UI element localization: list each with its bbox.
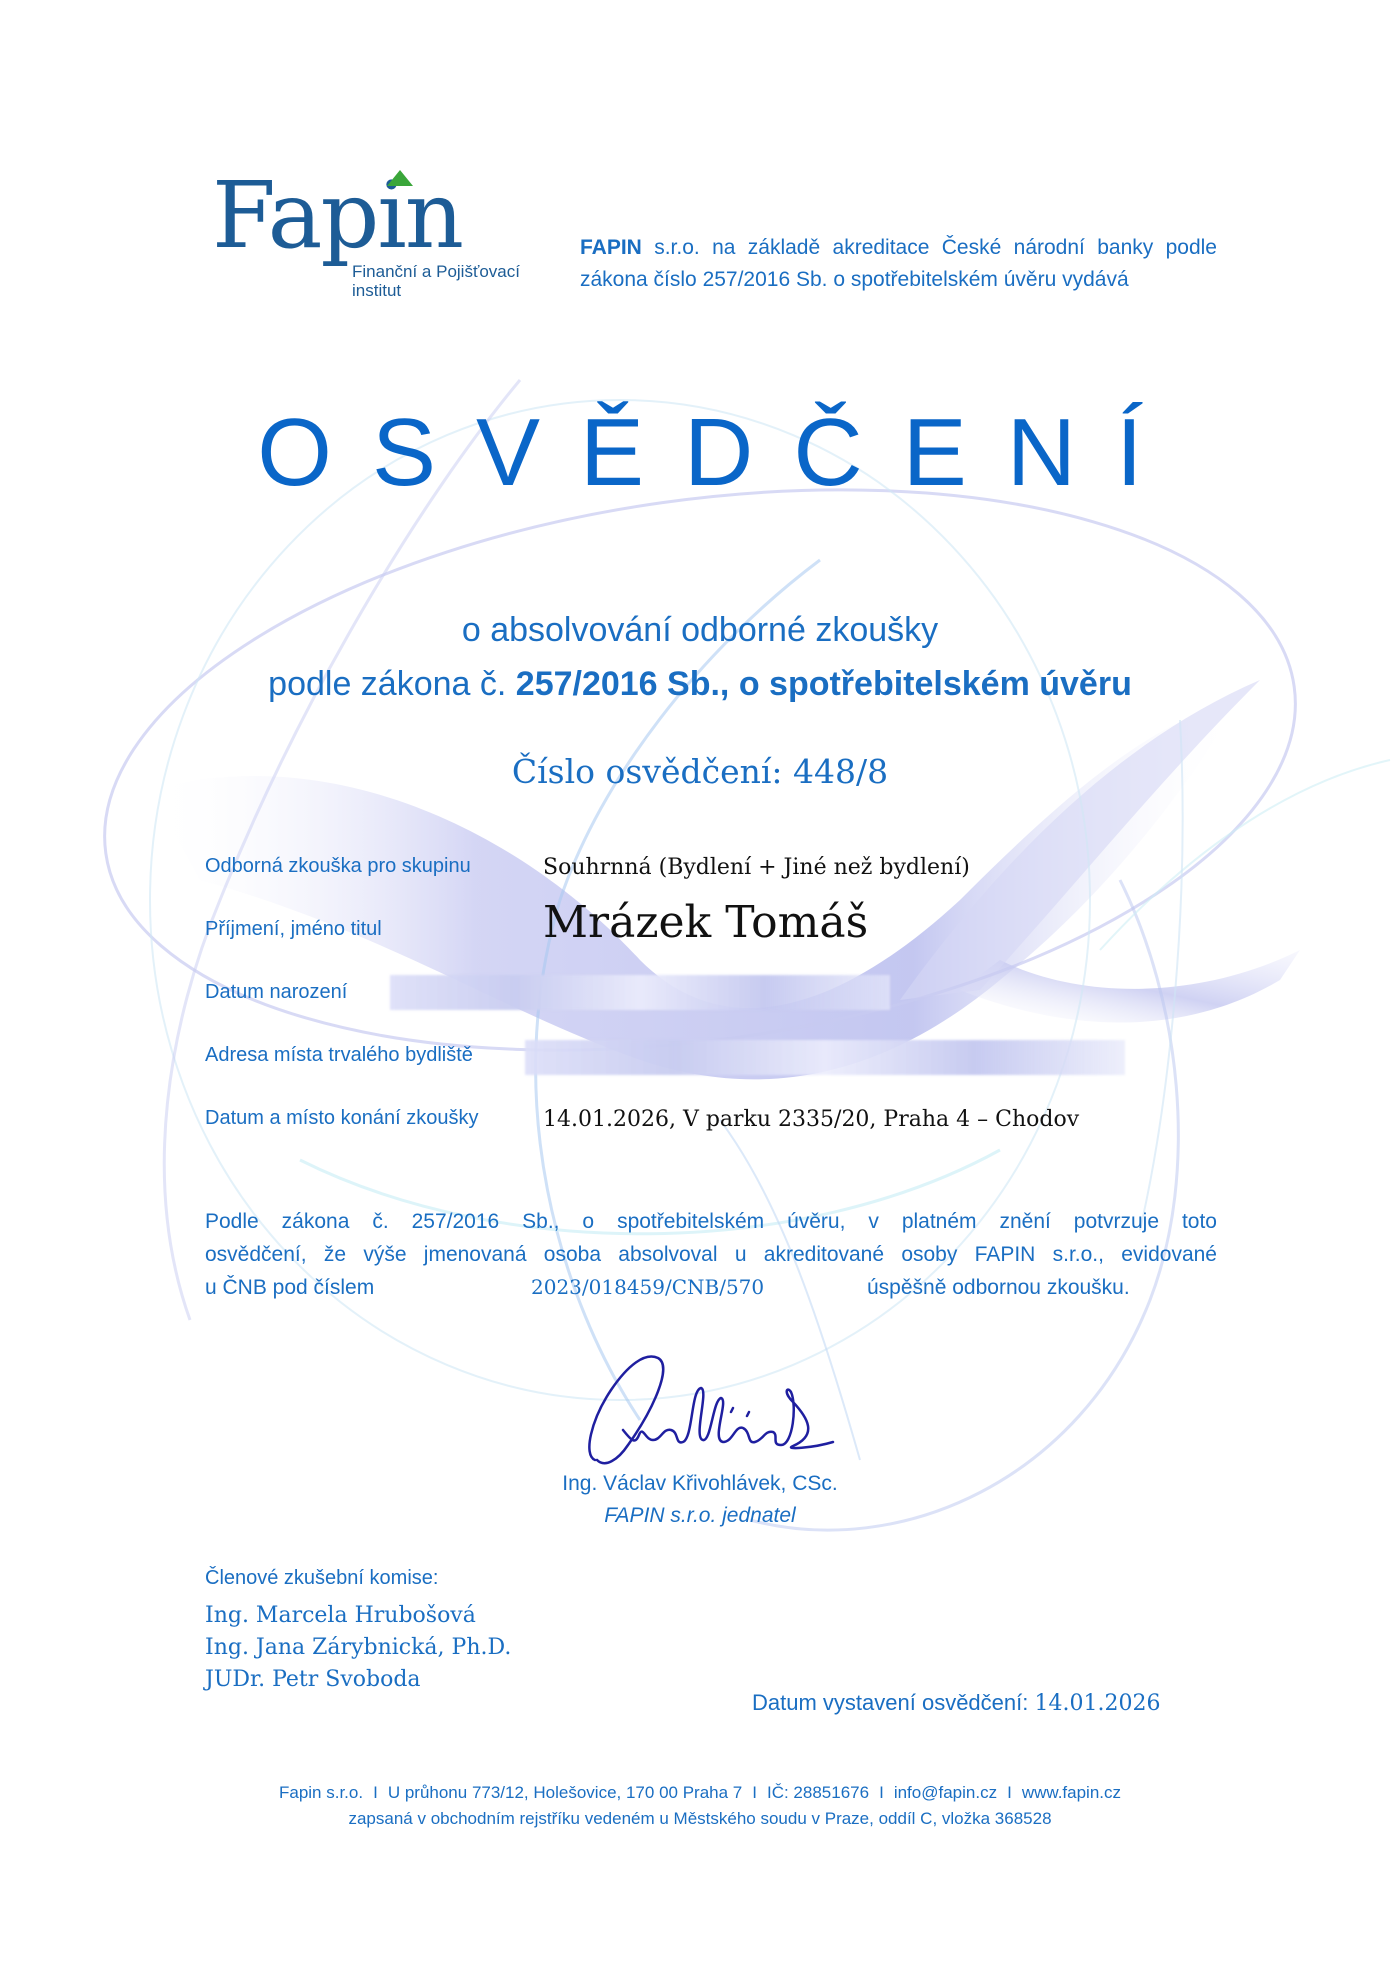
subtitle-line2: [0, 657, 1400, 711]
logo-subtitle-line1: Finanční a Pojišťovací: [352, 262, 520, 281]
committee-member: Ing. Jana Zárybnická, Ph.D.: [205, 1635, 512, 1660]
signer-name: Ing. Václav Křivohlávek, CSc.: [562, 1472, 838, 1495]
statement-line2: osvědčení, že výše jmenovaná osoba absolvoval u akreditované osoby FAPIN s.r.o., evidované: [205, 1243, 1217, 1266]
field-value-name: Mrázek Tomáš: [543, 897, 869, 948]
signer-block: [0, 1468, 1400, 1532]
footer-website-link[interactable]: www.fapin.cz: [1021, 1783, 1122, 1802]
subtitle-line1: o absolvování odborné zkoušky: [461, 611, 939, 649]
field-label-exam-group: Odborná zkouška pro skupinu: [205, 855, 471, 877]
field-label-birth-date: Datum narození: [205, 981, 348, 1003]
issue-date-label: Datum vystavení osvědčení:: [752, 1690, 1029, 1715]
statement-line1: Podle zákona č. 257/2016 Sb., o spotřebitelském úvěru, v platném znění potvrzuje toto: [205, 1210, 1217, 1233]
footer-line2: zapsaná v obchodním rejstříku vedeném u Městského soudu v Praze, oddíl C, vložka 368528: [348, 1809, 1052, 1828]
issuer-company: FAPIN: [580, 236, 642, 259]
logo-subtitle: [352, 262, 520, 300]
subtitle-line2-bold: 257/2016 Sb., o spotřebitelském úvěru: [515, 665, 1132, 703]
issuer-statement: [580, 232, 1217, 296]
certificate-number: [0, 752, 1400, 791]
field-value-exam-group: Souhrnná (Bydlení + Jiné než bydlení): [543, 855, 970, 880]
field-label-name: Příjmení, jméno titul: [205, 918, 382, 940]
footer-separator: I: [373, 1783, 378, 1802]
footer-email-link[interactable]: info@fapin.cz: [893, 1783, 998, 1802]
footer-address: U průhonu 773/12, Holešovice, 170 00 Praha 7: [387, 1783, 743, 1802]
logo-caret-icon: [387, 170, 413, 186]
statement-line3-prefix: u ČNB pod číslem: [205, 1276, 375, 1299]
legal-statement: [205, 1205, 1217, 1304]
committee-members: [205, 1600, 511, 1696]
statement-line3-suffix: úspěšně odbornou zkoušku.: [867, 1276, 1130, 1299]
subtitle-line2-prefix: podle zákona č.: [268, 665, 516, 703]
logo-subtitle-line2: institut: [352, 281, 402, 300]
certificate-number-label: Číslo osvědčení:: [511, 752, 783, 791]
redacted-birth-date: [390, 975, 890, 1010]
field-label-address: Adresa místa trvalého bydliště: [205, 1044, 473, 1066]
footer-separator: I: [752, 1783, 757, 1802]
footer-line1: [0, 1780, 1400, 1806]
issuer-text: s.r.o. na základě akreditace České národní banky podle zákona číslo 257/2016 Sb. o spotřebitelském úvěru vydává: [580, 236, 1217, 291]
certificate-title: OSVĚDČENÍ: [257, 399, 1183, 506]
cnb-registration-number: 2023/018459/CNB/570: [531, 1275, 765, 1299]
signature-image: [583, 1350, 843, 1470]
field-label-exam-date-place: Datum a místo konání zkoušky: [205, 1107, 479, 1129]
certificate-subtitle: [0, 603, 1400, 711]
issue-date: [752, 1690, 1160, 1716]
statement-line3: [205, 1271, 1217, 1304]
committee-heading: Členové zkušební komise:: [205, 1567, 439, 1589]
committee-member: Ing. Marcela Hrubošová: [205, 1603, 476, 1628]
signer-role: FAPIN s.r.o. jednatel: [604, 1504, 796, 1527]
footer-separator: I: [879, 1783, 884, 1802]
committee-member: JUDr. Petr Svoboda: [205, 1667, 421, 1692]
issue-date-value: 14.01.2026: [1034, 1691, 1161, 1716]
footer-separator: I: [1007, 1783, 1012, 1802]
fapin-logo: [212, 162, 552, 310]
redacted-address: [525, 1040, 1125, 1075]
footer-ico: IČ: 28851676: [766, 1783, 870, 1802]
field-value-exam-date-place: 14.01.2026, V parku 2335/20, Praha 4 – Chodov: [543, 1107, 1080, 1132]
logo-wordmark: Fapin: [212, 162, 463, 269]
certificate-number-value: 448/8: [793, 752, 889, 791]
footer-company: Fapin s.r.o.: [278, 1783, 364, 1802]
footer: [0, 1780, 1400, 1832]
